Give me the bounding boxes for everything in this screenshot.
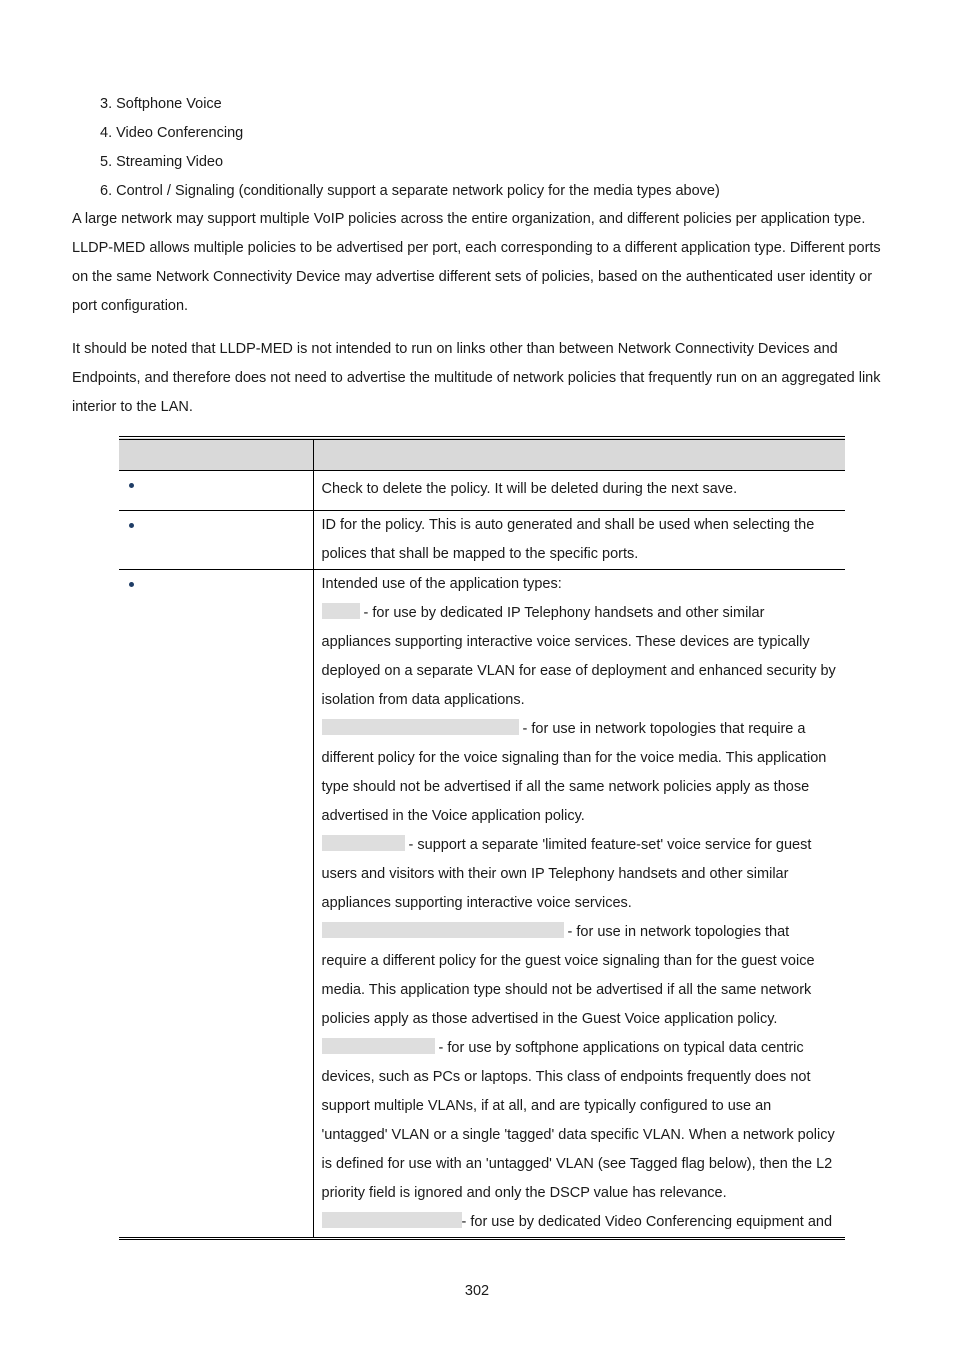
application-type-entry: - for use in network topologies that require a different policy for the voice signaling than for the voice media. This application type should not be advertised if all the same network policies apply as those advertised in the Voice application policy. xyxy=(321,721,827,824)
list-item: 6. Control / Signaling (conditionally support a separate network policy for the media types above) xyxy=(100,183,720,199)
redacted-term xyxy=(322,603,360,619)
application-type-entry: - support a separate 'limited feature-set' voice service for guest users and visitors with their own IP Telephony handsets and other similar appliances supporting interactive voice services. xyxy=(321,837,812,911)
paragraph-policies: A large network may support multiple VoIP policies across the entire organization, and different policies per application type. LLDP-MED allows multiple policies to be advertised per port, each corresponding to a different application type. Different ports on the same Network Connectivity Device may advertise different sets of policies, based on the authenticated user identity or port configuration. xyxy=(72,211,881,314)
bullet-icon xyxy=(129,523,134,528)
object-cell xyxy=(119,511,313,570)
header-cell-object xyxy=(119,438,313,471)
application-type-entry: - for use in network topologies that require a different policy for the guest voice signaling than for the guest voice media. This application type should not be advertised if all the same network policies apply as those advertised in the Guest Voice application policy. xyxy=(321,924,815,1027)
bullet-icon xyxy=(129,483,134,488)
application-type-entry: - for use by dedicated IP Telephony handsets and other similar appliances supporting interactive voice services. These devices are typically deployed on a separate VLAN for ease of deployment and enhanced security by isolation from data applications. xyxy=(321,605,836,708)
list-item: 3. Softphone Voice xyxy=(100,96,222,112)
application-types-intro: Intended use of the application types: xyxy=(321,576,562,592)
table-row xyxy=(119,471,845,511)
list-item: 4. Video Conferencing xyxy=(100,125,244,141)
header-cell-description xyxy=(313,438,845,471)
object-cell xyxy=(119,471,313,511)
parameter-table xyxy=(119,436,845,1240)
page-number: 302 xyxy=(464,1283,490,1299)
table-row xyxy=(119,570,845,1239)
application-type-entry: - for use by softphone applications on typical data centric devices, such as PCs or laptops. This class of endpoints frequently does not support multiple VLANs, if at all, and are typically configured to use an 'untagged' VLAN or a single 'tagged' data specific VLAN. When a network policy is defined for use with an 'untagged' VLAN (see Tagged flag below), then the L2 priority field is ignored and only the DSCP value has relevance. xyxy=(321,1040,835,1201)
application-type-entry: - for use by dedicated Video Conferencing equipment and xyxy=(322,1208,838,1237)
redacted-term xyxy=(322,922,564,938)
redacted-term xyxy=(322,719,519,735)
description-cell: Check to delete the policy. It will be deleted during the next save. xyxy=(313,471,845,511)
numbered-list xyxy=(100,94,720,210)
list-item: 5. Streaming Video xyxy=(100,154,224,170)
redacted-term xyxy=(322,1212,462,1228)
table-row xyxy=(119,511,845,570)
redacted-term xyxy=(322,1038,435,1054)
description-cell: ID for the policy. This is auto generated and shall be used when selecting the polices that shall be mapped to the specific ports. xyxy=(313,511,845,570)
object-cell xyxy=(119,570,313,1239)
paragraph-note: It should be noted that LLDP-MED is not intended to run on links other than between Network Connectivity Devices and Endpoints, and therefore does not need to advertise the multitude of network policies that frequently run on an aggregated link interior to the LAN. xyxy=(72,341,881,415)
bullet-icon xyxy=(129,582,134,587)
table-header-row xyxy=(119,438,845,471)
redacted-term xyxy=(322,835,405,851)
description-cell xyxy=(313,570,845,1239)
